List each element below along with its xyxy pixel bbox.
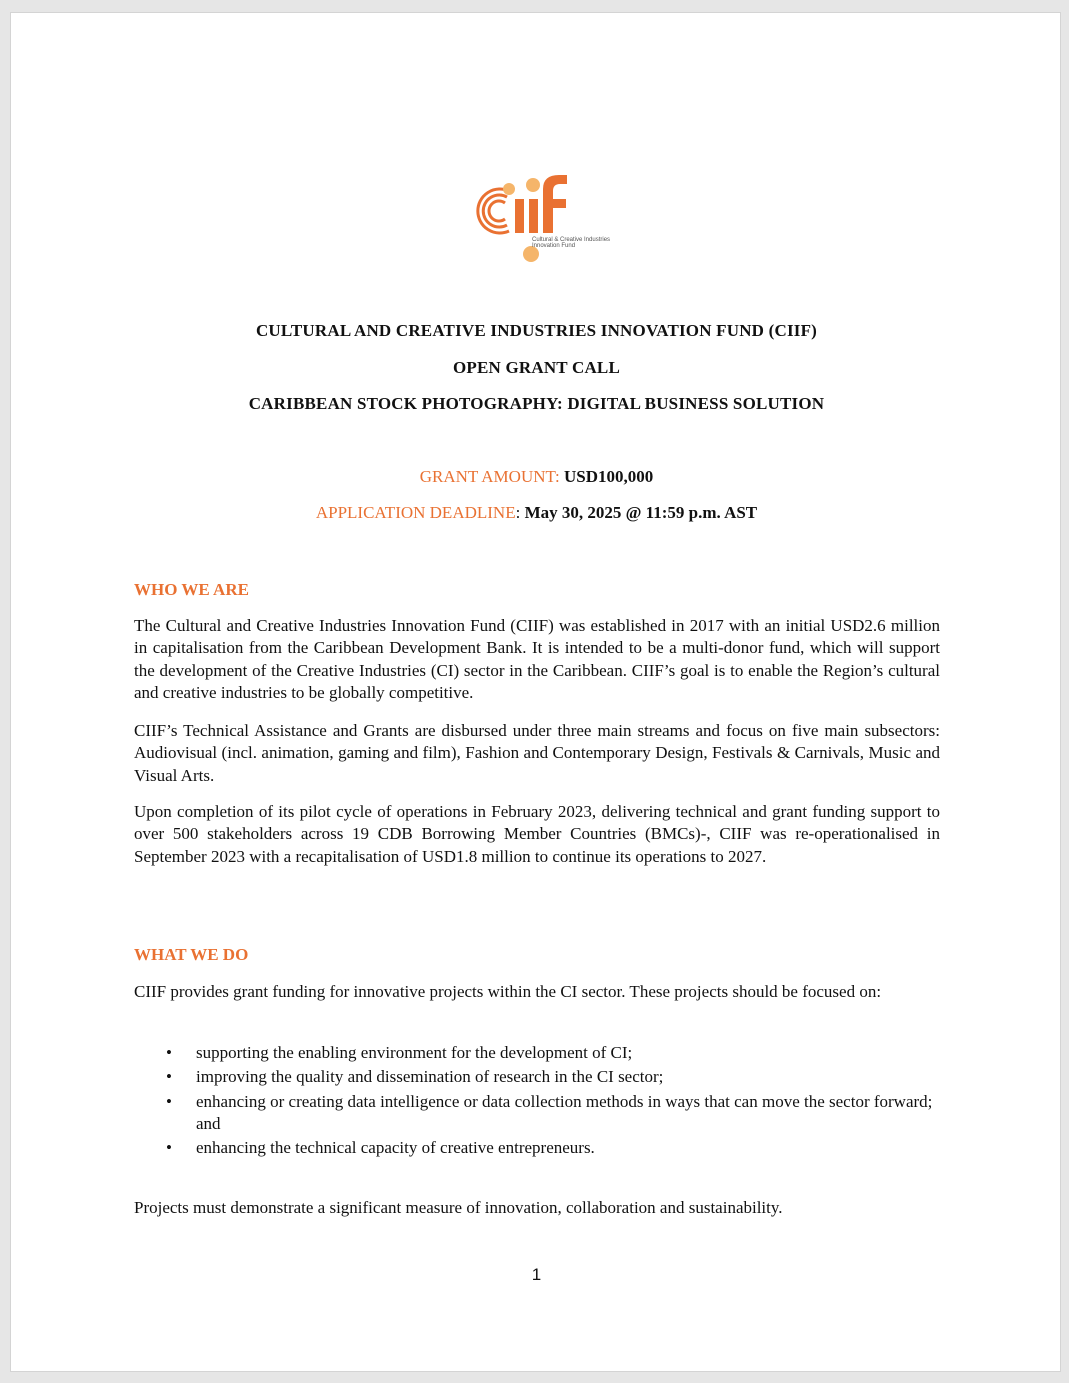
list-item: • improving the quality and dissemination of research in the CI sector; (134, 1066, 940, 1088)
title-fund-name: CULTURAL AND CREATIVE INDUSTRIES INNOVATION FUND (CIIF) (255, 321, 818, 340)
logo-tagline: Cultural & Creative Industries Innovation Fund (532, 237, 611, 249)
heading-what-we-do: WHAT WE DO (134, 945, 249, 964)
deadline-value: May 30, 2025 @ 11:59 p.m. AST (524, 503, 758, 522)
list-item: • supporting the enabling environment for the development of CI; (134, 1042, 940, 1064)
heading-who-we-are: WHO WE ARE (134, 580, 249, 599)
who-paragraph-2: CIIF’s Technical Assistance and Grants are disbursed under three main streams and focus on five main subsectors: Audiovisual (incl. animation, gaming and film), Fashion and Contemporary Design, Festivals & Carnivals, Music and Visual Arts. (134, 721, 940, 785)
list-item: • enhancing or creating data intelligence or data collection methods in ways that can move the sector forward; and (166, 1091, 933, 1133)
closing-statement: Projects must demonstrate a significant measure of innovation, collaboration and sustainability. (134, 1198, 783, 1217)
what-intro: CIIF provides grant funding for innovative projects within the CI sector. These projects should be focused on: (134, 982, 882, 1001)
title-project: CARIBBEAN STOCK PHOTOGRAPHY: DIGITAL BUSINESS SOLUTION (248, 394, 825, 413)
bullet-icon: • (166, 1138, 172, 1158)
page-number: 1 (531, 1265, 542, 1284)
grant-amount-label: GRANT AMOUNT: (419, 467, 560, 486)
focus-list (134, 1042, 940, 1161)
deadline-label: APPLICATION DEADLINE (315, 503, 516, 522)
deadline-line (11, 503, 1062, 523)
bullet-icon: • (166, 1091, 172, 1111)
ciif-logo (471, 161, 601, 271)
list-item: • enhancing the technical capacity of creative entrepreneurs. (134, 1137, 940, 1159)
grant-amount-line (11, 467, 1062, 487)
grant-amount-value: USD100,000 (564, 467, 654, 486)
bullet-icon: • (166, 1043, 172, 1062)
document-page (10, 12, 1061, 1372)
title-open-grant-call: OPEN GRANT CALL (452, 358, 621, 377)
who-paragraph-1: The Cultural and Creative Industries Innovation Fund (CIIF) was established in 2017 with an initial USD2.6 million in capitalisation from the Caribbean Development Bank. It is intended to be a multi-donor fund, which will support the development of the Creative Industries (CI) sector in the Caribbean. CIIF’s goal is to enable the Region’s cultural and creative industries to be globally competitive. (134, 616, 940, 702)
bullet-icon: • (166, 1067, 172, 1087)
deadline-separator: : (515, 503, 521, 522)
who-paragraph-3: Upon completion of its pilot cycle of operations in February 2023, delivering technical and grant funding support to over 500 stakeholders across 19 CDB Borrowing Member Countries (BMCs)-, CIIF was re-operationalised in September 2023 with a recapitalisation of USD1.8 million to continue its operations to 2027. (134, 802, 940, 866)
